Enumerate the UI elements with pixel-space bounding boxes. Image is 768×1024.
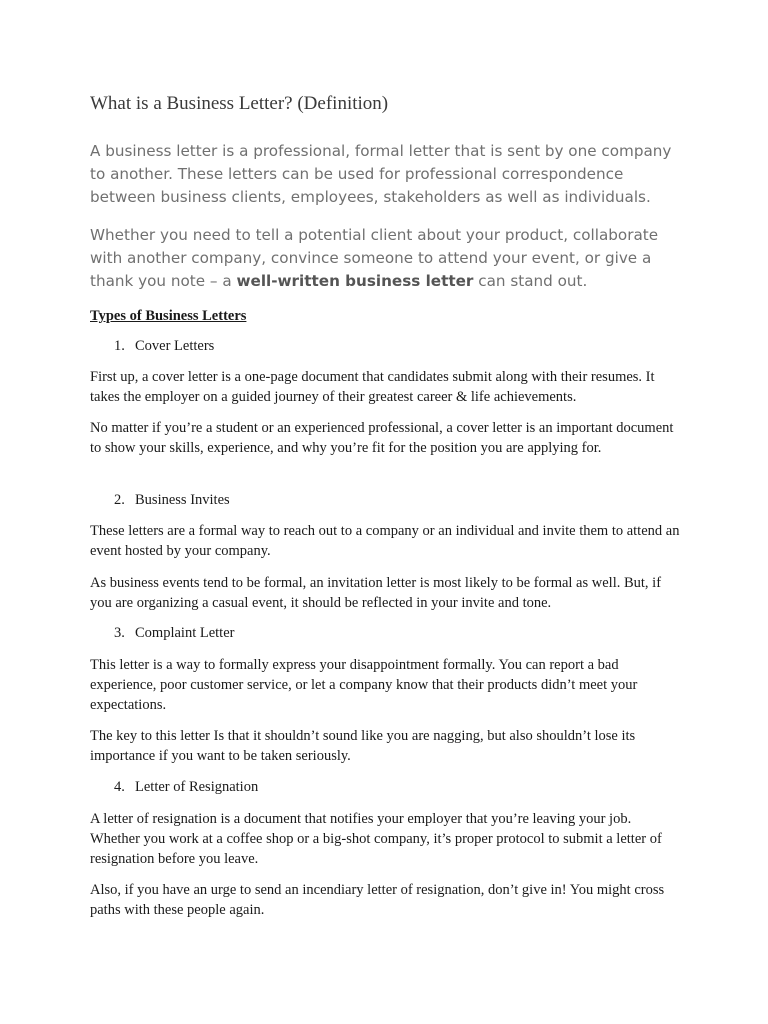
list-item-cover-letters xyxy=(114,336,706,356)
list-item-label: Letter of Resignation xyxy=(135,779,259,795)
business-invites-paragraph-1: These letters are a formal way to reach out to a company or an individual and invite them to attend an event hosted by your company. xyxy=(90,523,680,559)
list-item-number: 3. xyxy=(114,625,125,641)
list-item-label: Cover Letters xyxy=(135,338,215,354)
letter-of-resignation-paragraph-1: A letter of resignation is a document that notifies your employer that you’re leaving your job. Whether you work at a coffee shop or a big-shot company, it’s proper protocol to submit a letter of resignation before you leave. xyxy=(90,811,662,867)
list-item-label: Business Invites xyxy=(135,492,230,508)
list-item-number: 4. xyxy=(114,779,125,795)
complaint-letter-paragraph-2: The key to this letter Is that it shouldn’t sound like you are nagging, but also shouldn’t lose its importance if you want to be taken seriously. xyxy=(90,728,636,764)
list-item-label: Complaint Letter xyxy=(135,625,235,641)
list-item-complaint-letter xyxy=(114,623,706,643)
intro-paragraph-1: A business letter is a professional, formal letter that is sent by one company to another. These letters can be used for professional correspondence between business clients, employees, stakeholders as well as individuals. xyxy=(90,142,672,206)
intro-paragraph-2-text-start: Whether you need to tell a potential client about your product, collaborate with another company, convince someone to attend your event, or give a thank you note – a xyxy=(90,226,659,290)
business-invites-paragraph-2: As business events tend to be formal, an invitation letter is most likely to be formal as well. But, if you are organizing a casual event, it should be reflected in your invite and tone. xyxy=(90,575,662,611)
intro-paragraph-2-text-end: can stand out. xyxy=(473,272,588,290)
list-item-business-invites xyxy=(114,490,706,510)
intro-paragraph-2 xyxy=(90,224,682,293)
list-item-letter-of-resignation xyxy=(114,777,706,797)
list-item-number: 1. xyxy=(114,338,125,354)
cover-letters-paragraph-2: No matter if you’re a student or an experienced professional, a cover letter is an important document to show your skills, experience, and why you’re fit for the position you are applying for. xyxy=(90,420,674,456)
intro-paragraph-2-bold: well-written business letter xyxy=(236,272,474,290)
list-item-number: 2. xyxy=(114,492,125,508)
cover-letters-paragraph-1: First up, a cover letter is a one-page document that candidates submit along with their resumes. It takes the employer on a guided journey of their greatest career & life achievements. xyxy=(90,369,655,405)
document-title: What is a Business Letter? (Definition) xyxy=(90,93,389,114)
complaint-letter-paragraph-1: This letter is a way to formally express your disappointment formally. You can report a bad experience, poor customer service, or let a company know that their products didn’t meet your expectations. xyxy=(90,657,638,713)
types-heading: Types of Business Letters xyxy=(90,308,247,324)
letter-of-resignation-paragraph-2: Also, if you have an urge to send an incendiary letter of resignation, don’t give in! You might cross paths with these people again. xyxy=(90,882,665,918)
